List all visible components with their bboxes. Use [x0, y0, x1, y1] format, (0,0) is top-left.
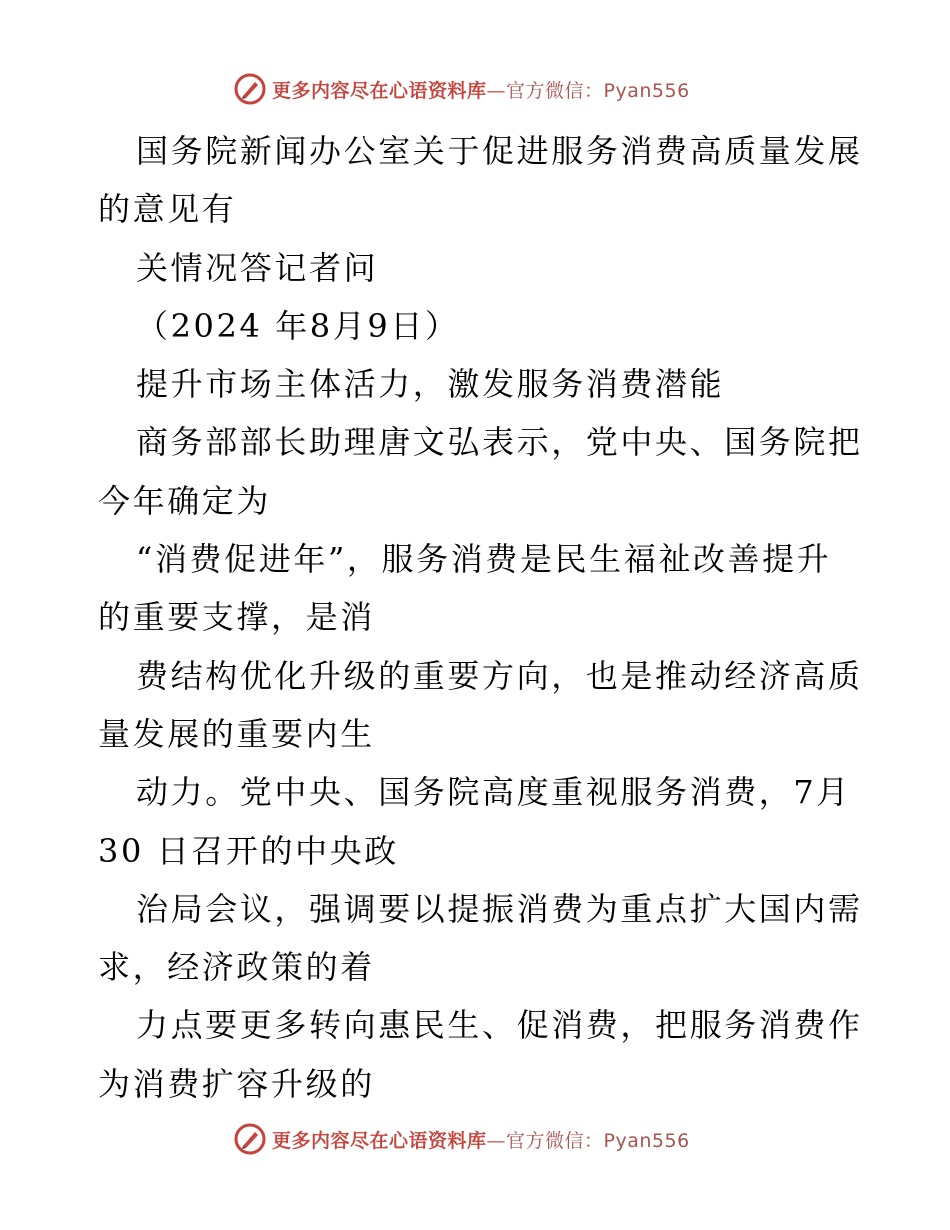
footer-watermark: [234, 1122, 690, 1156]
paragraph-line: 的重要支撑，是消: [98, 598, 375, 637]
title-line-2: 的意见有: [98, 190, 237, 229]
paragraph-line: “消费促进年”，服务消费是民生福祉改善提升: [136, 540, 832, 579]
watermark-suffix: 官方微信：: [506, 1129, 604, 1152]
watermark-wechat-id: Pyan556: [603, 79, 690, 102]
title-line-3: 关情况答记者问: [136, 248, 379, 287]
watermark-separator: —: [486, 1129, 507, 1152]
paragraph-line: 量发展的重要内生: [98, 714, 375, 753]
section-heading: 提升市场主体活力，激发服务消费潜能: [136, 365, 725, 404]
pen-logo-icon: [234, 73, 266, 105]
watermark-separator: —: [486, 79, 507, 102]
title-line-1: 国务院新闻办公室关于促进服务消费高质量发展: [136, 132, 863, 170]
watermark-wechat-id: Pyan556: [603, 1129, 690, 1152]
paragraph-line: 动力。党中央、国务院高度重视服务消费，7月: [136, 773, 851, 812]
watermark-text: [272, 1126, 690, 1153]
paragraph-line: 费结构优化升级的重要方向，也是推动经济高质: [136, 656, 863, 695]
paragraph-line: 商务部部长助理唐文弘表示，党中央、国务院把: [136, 423, 863, 462]
pen-logo-icon: [234, 1123, 266, 1155]
paragraph-line: 30 日召开的中央政: [98, 831, 399, 870]
date-line: （2024 年8月9日）: [136, 306, 460, 345]
watermark-text: [272, 76, 690, 103]
watermark-prefix: 更多内容尽在心语资料库: [272, 79, 487, 102]
paragraph-line: 治局会议，强调要以提振消费为重点扩大国内需: [136, 889, 863, 928]
paragraph-line: 求，经济政策的着: [98, 948, 375, 987]
watermark-prefix: 更多内容尽在心语资料库: [272, 1129, 487, 1152]
header-watermark: [234, 72, 690, 106]
paragraph-line: 力点要更多转向惠民生、促消费，把服务消费作: [136, 1006, 863, 1045]
paragraph-line: 今年确定为: [98, 481, 272, 520]
paragraph-line: 为消费扩容升级的: [98, 1064, 375, 1103]
document-body: [98, 122, 863, 1113]
watermark-suffix: 官方微信：: [506, 79, 604, 102]
